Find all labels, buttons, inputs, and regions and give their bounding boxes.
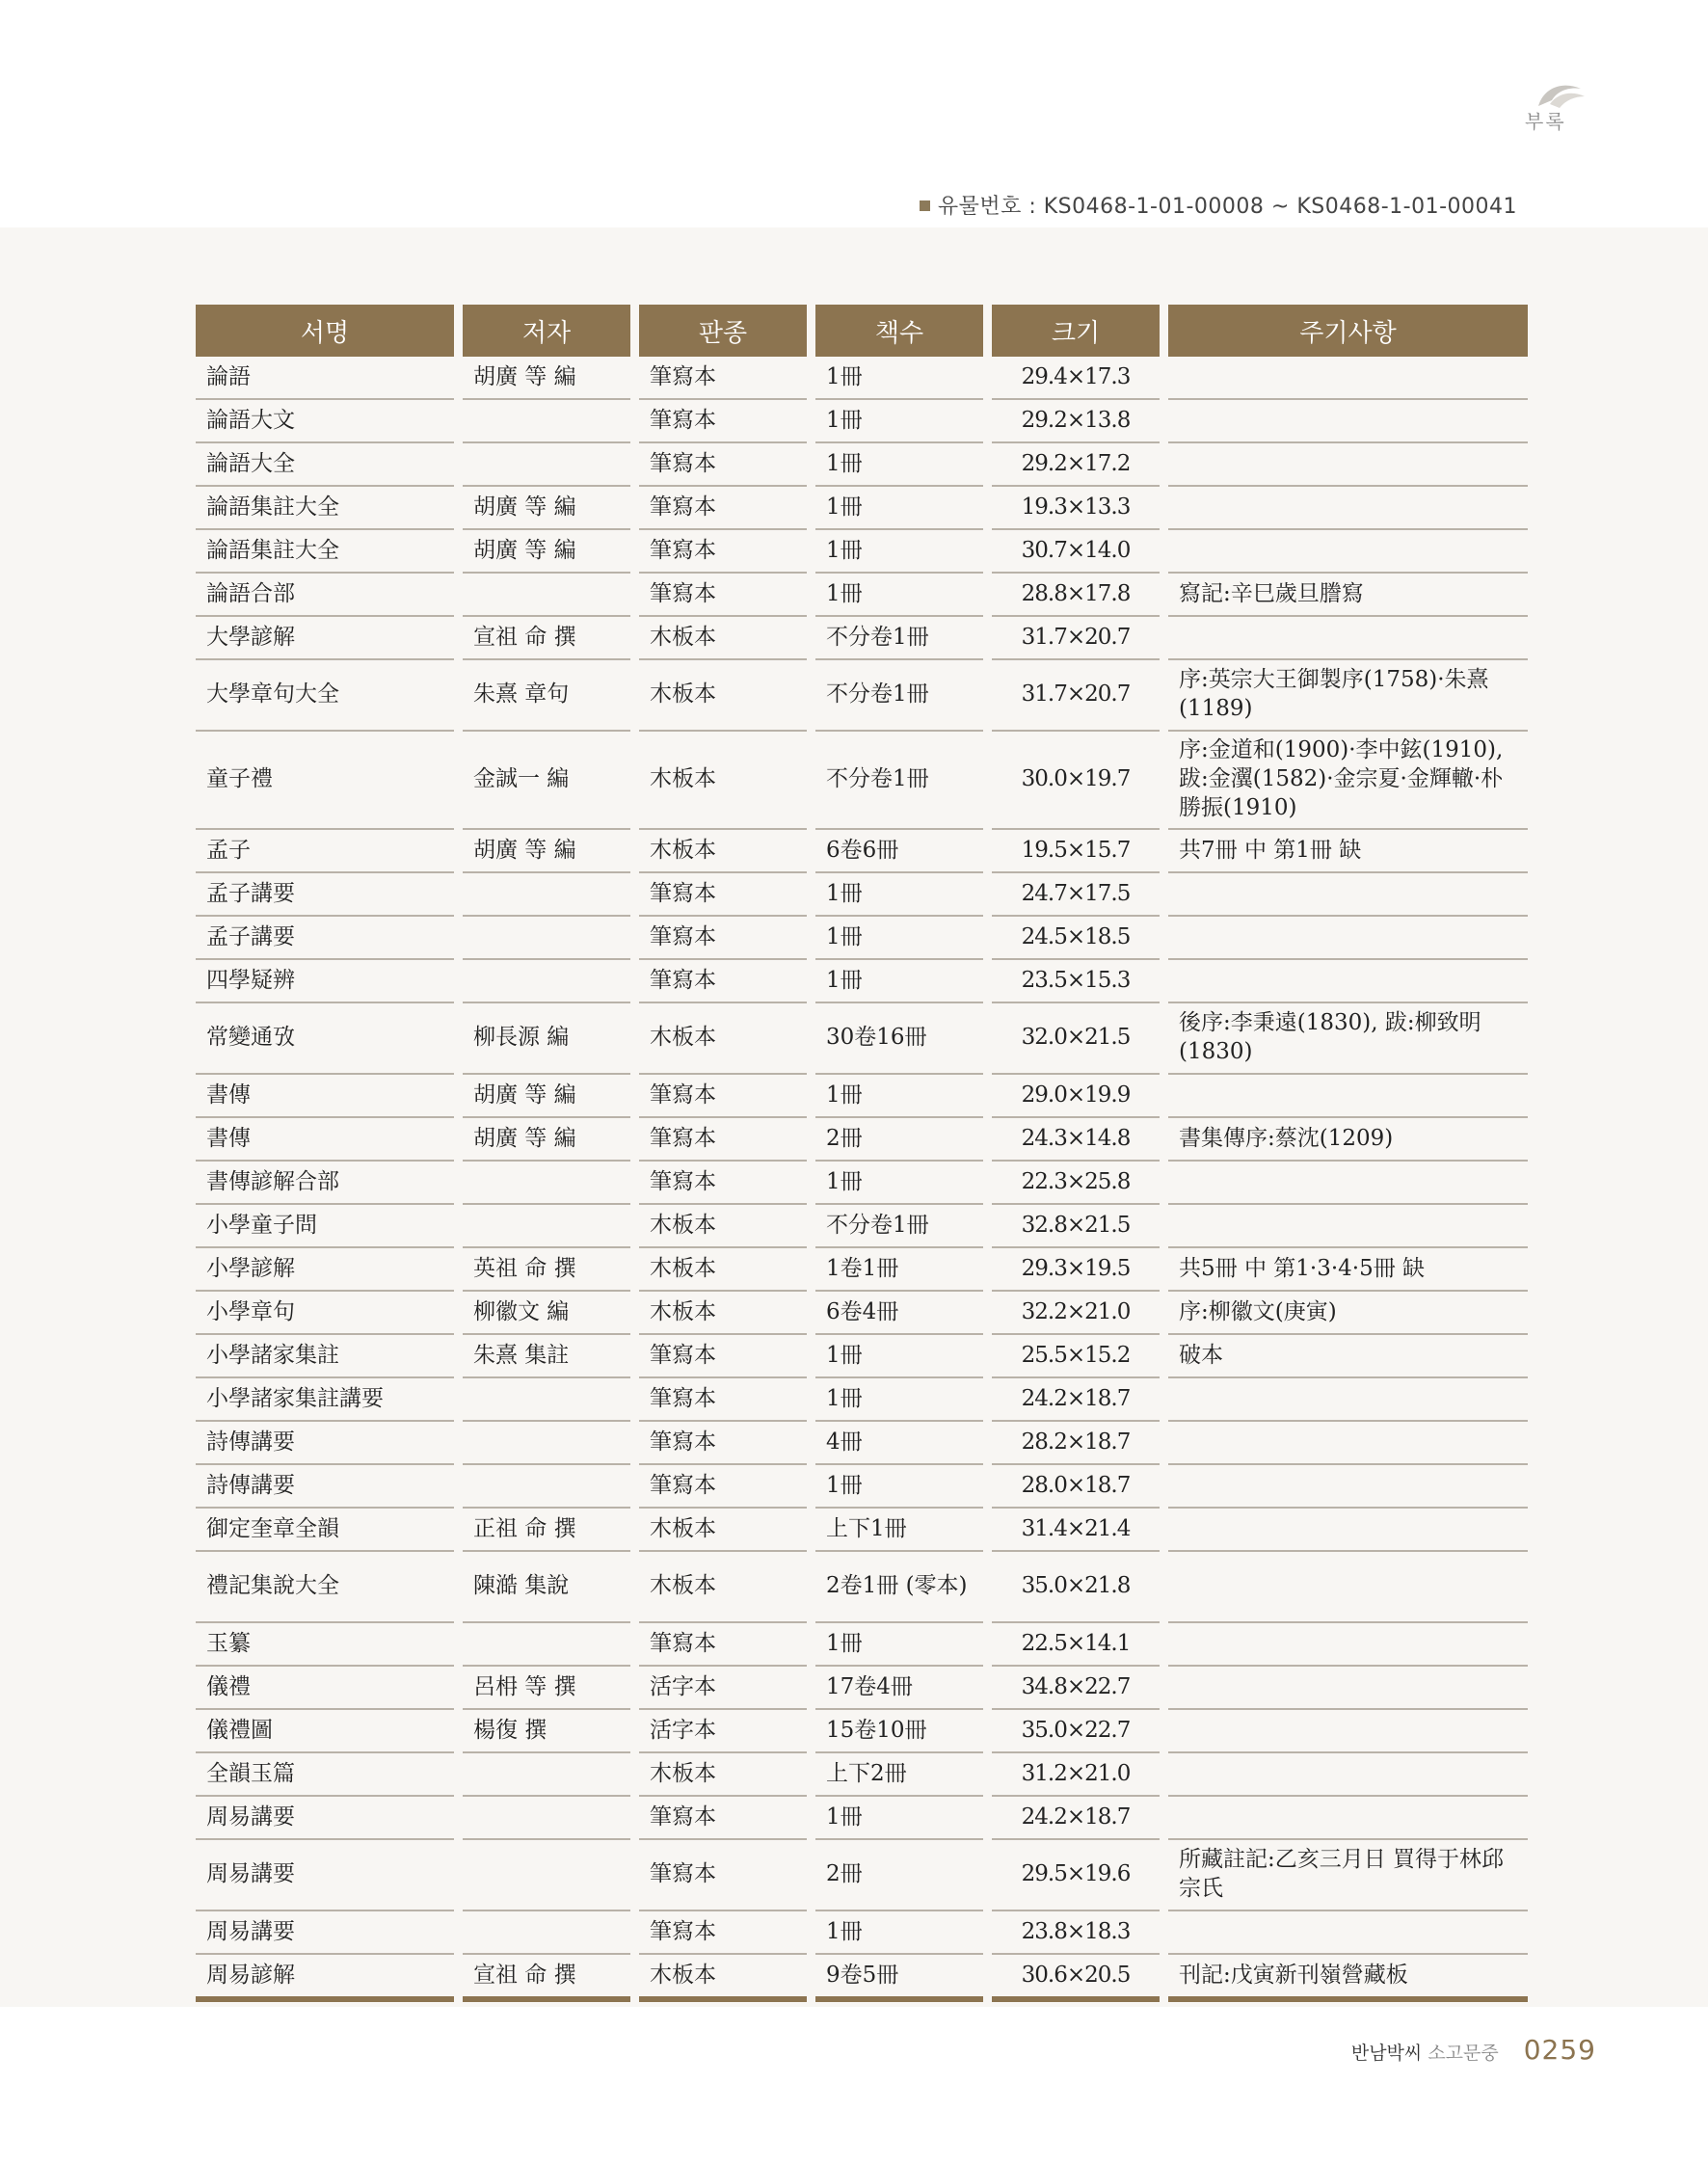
note-cell: 序:英宗大王御製序(1758)·朱熹(1189) bbox=[1168, 660, 1528, 732]
edition-type-cell: 筆寫本 bbox=[639, 1840, 807, 1911]
note-cell bbox=[1168, 1422, 1528, 1465]
edition-type-cell: 筆寫本 bbox=[639, 400, 807, 443]
edition-type-cell: 筆寫本 bbox=[639, 1075, 807, 1118]
note-cell bbox=[1168, 443, 1528, 487]
table-row bbox=[196, 1292, 1528, 1335]
book-title-cell: 四學疑辨 bbox=[196, 960, 454, 1003]
table-row bbox=[196, 960, 1528, 1003]
edition-type-cell: 活字本 bbox=[639, 1710, 807, 1753]
size-cell: 24.2×18.7 bbox=[992, 1378, 1160, 1422]
note-cell bbox=[1168, 1465, 1528, 1509]
table-row bbox=[196, 357, 1528, 400]
edition-type-cell: 筆寫本 bbox=[639, 574, 807, 617]
book-title-cell: 童子禮 bbox=[196, 732, 454, 830]
book-title-cell: 小學章句 bbox=[196, 1292, 454, 1335]
size-cell: 28.0×18.7 bbox=[992, 1465, 1160, 1509]
edition-type-cell: 木板本 bbox=[639, 1753, 807, 1797]
table-row bbox=[196, 830, 1528, 873]
size-cell: 31.4×21.4 bbox=[992, 1509, 1160, 1552]
book-title-cell: 儀禮圖 bbox=[196, 1710, 454, 1753]
author-cell bbox=[463, 1465, 630, 1509]
note-cell: 序:柳徽文(庚寅) bbox=[1168, 1292, 1528, 1335]
book-title-cell: 論語大全 bbox=[196, 443, 454, 487]
book-title-cell: 論語大文 bbox=[196, 400, 454, 443]
book-title-cell: 小學諸家集註 bbox=[196, 1335, 454, 1378]
book-title-cell: 周易講要 bbox=[196, 1840, 454, 1911]
note-cell bbox=[1168, 1911, 1528, 1955]
book-title-cell: 儀禮 bbox=[196, 1667, 454, 1710]
size-cell: 22.3×25.8 bbox=[992, 1162, 1160, 1205]
volume-count-cell: 1冊 bbox=[815, 873, 983, 917]
note-cell bbox=[1168, 1509, 1528, 1552]
table-row bbox=[196, 1840, 1528, 1911]
size-cell: 29.3×19.5 bbox=[992, 1248, 1160, 1292]
edition-type-cell: 筆寫本 bbox=[639, 1422, 807, 1465]
note-cell bbox=[1168, 1623, 1528, 1667]
volume-count-cell: 1冊 bbox=[815, 1797, 983, 1840]
volume-count-cell: 1冊 bbox=[815, 1911, 983, 1955]
volume-count-cell: 不分卷1冊 bbox=[815, 732, 983, 830]
volume-count-cell: 4冊 bbox=[815, 1422, 983, 1465]
size-cell: 28.2×18.7 bbox=[992, 1422, 1160, 1465]
volume-count-cell: 1冊 bbox=[815, 530, 983, 574]
table-row bbox=[196, 1955, 1528, 2002]
book-title-cell: 小學童子問 bbox=[196, 1205, 454, 1248]
note-cell bbox=[1168, 400, 1528, 443]
author-cell bbox=[463, 1378, 630, 1422]
size-cell: 32.8×21.5 bbox=[992, 1205, 1160, 1248]
author-cell bbox=[463, 400, 630, 443]
volume-count-cell: 30卷16冊 bbox=[815, 1003, 983, 1075]
table-row bbox=[196, 1205, 1528, 1248]
table-row bbox=[196, 1753, 1528, 1797]
book-title-cell: 小學諺解 bbox=[196, 1248, 454, 1292]
book-title-cell: 常變通攷 bbox=[196, 1003, 454, 1075]
note-cell bbox=[1168, 530, 1528, 574]
note-cell: 書集傳序:蔡沈(1209) bbox=[1168, 1118, 1528, 1162]
volume-count-cell: 不分卷1冊 bbox=[815, 660, 983, 732]
page-footer bbox=[1351, 2034, 1596, 2066]
book-title-cell: 御定奎章全韻 bbox=[196, 1509, 454, 1552]
size-cell: 29.5×19.6 bbox=[992, 1840, 1160, 1911]
author-cell: 胡廣 等 編 bbox=[463, 530, 630, 574]
table-row bbox=[196, 617, 1528, 660]
book-title-cell: 論語 bbox=[196, 357, 454, 400]
column-header: 크기 bbox=[992, 305, 1160, 357]
volume-count-cell: 15卷10冊 bbox=[815, 1710, 983, 1753]
edition-type-cell: 筆寫本 bbox=[639, 487, 807, 530]
author-cell: 胡廣 等 編 bbox=[463, 487, 630, 530]
artifact-id-text: 유물번호 : KS0468-1-01-00008 ~ KS0468-1-01-00041 bbox=[937, 195, 1517, 219]
volume-count-cell: 上下1冊 bbox=[815, 1509, 983, 1552]
author-cell bbox=[463, 1205, 630, 1248]
table-row bbox=[196, 1075, 1528, 1118]
table-row bbox=[196, 400, 1528, 443]
volume-count-cell: 9卷5冊 bbox=[815, 1955, 983, 2002]
note-cell: 序:金道和(1900)·李中鉉(1910), 跋:金瀷(1582)·金宗夏·金輝轍·朴勝振(1910) bbox=[1168, 732, 1528, 830]
size-cell: 30.7×14.0 bbox=[992, 530, 1160, 574]
edition-type-cell: 筆寫本 bbox=[639, 1911, 807, 1955]
volume-count-cell: 2卷1冊 (零本) bbox=[815, 1552, 983, 1623]
volume-count-cell: 不分卷1冊 bbox=[815, 617, 983, 660]
note-cell bbox=[1168, 1205, 1528, 1248]
table-row bbox=[196, 1162, 1528, 1205]
note-cell bbox=[1168, 1378, 1528, 1422]
book-title-cell: 周易講要 bbox=[196, 1911, 454, 1955]
volume-count-cell: 1卷1冊 bbox=[815, 1248, 983, 1292]
edition-type-cell: 木板本 bbox=[639, 1955, 807, 2002]
table-row bbox=[196, 873, 1528, 917]
artifact-id-range bbox=[920, 190, 1517, 220]
book-title-cell: 周易講要 bbox=[196, 1797, 454, 1840]
table-row bbox=[196, 1667, 1528, 1710]
edition-type-cell: 木板本 bbox=[639, 1248, 807, 1292]
book-title-cell: 書傳 bbox=[196, 1075, 454, 1118]
edition-type-cell: 木板本 bbox=[639, 1509, 807, 1552]
volume-count-cell: 1冊 bbox=[815, 960, 983, 1003]
edition-type-cell: 筆寫本 bbox=[639, 530, 807, 574]
volume-count-cell: 1冊 bbox=[815, 917, 983, 960]
table-row bbox=[196, 487, 1528, 530]
column-header: 저자 bbox=[463, 305, 630, 357]
table-row bbox=[196, 1623, 1528, 1667]
author-cell: 陳澔 集說 bbox=[463, 1552, 630, 1623]
book-title-cell: 詩傳講要 bbox=[196, 1422, 454, 1465]
edition-type-cell: 筆寫本 bbox=[639, 873, 807, 917]
author-cell: 朱熹 章句 bbox=[463, 660, 630, 732]
volume-count-cell: 6卷4冊 bbox=[815, 1292, 983, 1335]
edition-type-cell: 筆寫本 bbox=[639, 1162, 807, 1205]
note-cell: 刊記:戊寅新刊嶺營藏板 bbox=[1168, 1955, 1528, 2002]
book-title-cell: 孟子講要 bbox=[196, 873, 454, 917]
author-cell: 胡廣 等 編 bbox=[463, 357, 630, 400]
volume-count-cell: 1冊 bbox=[815, 1335, 983, 1378]
volume-count-cell: 1冊 bbox=[815, 443, 983, 487]
note-cell bbox=[1168, 487, 1528, 530]
note-cell: 寫記:辛巳歲旦謄寫 bbox=[1168, 574, 1528, 617]
table-row bbox=[196, 1509, 1528, 1552]
edition-type-cell: 筆寫本 bbox=[639, 1118, 807, 1162]
author-cell: 英祖 命 撰 bbox=[463, 1248, 630, 1292]
note-cell bbox=[1168, 917, 1528, 960]
edition-type-cell: 木板本 bbox=[639, 1292, 807, 1335]
author-cell bbox=[463, 1623, 630, 1667]
author-cell bbox=[463, 1162, 630, 1205]
author-cell bbox=[463, 1840, 630, 1911]
volume-count-cell: 6卷6冊 bbox=[815, 830, 983, 873]
edition-type-cell: 筆寫本 bbox=[639, 1623, 807, 1667]
edition-type-cell: 筆寫本 bbox=[639, 960, 807, 1003]
author-cell bbox=[463, 917, 630, 960]
table-header-row bbox=[196, 305, 1528, 357]
book-title-cell: 玉纂 bbox=[196, 1623, 454, 1667]
volume-count-cell: 2冊 bbox=[815, 1118, 983, 1162]
book-title-cell: 書傳 bbox=[196, 1118, 454, 1162]
footer-book-subtitle: 소고문중 bbox=[1428, 2043, 1499, 2064]
size-cell: 24.2×18.7 bbox=[992, 1797, 1160, 1840]
table-row bbox=[196, 530, 1528, 574]
volume-count-cell: 1冊 bbox=[815, 1162, 983, 1205]
table-row bbox=[196, 1003, 1528, 1075]
table-row bbox=[196, 574, 1528, 617]
size-cell: 32.0×21.5 bbox=[992, 1003, 1160, 1075]
note-cell: 後序:李秉遠(1830), 跋:柳致明(1830) bbox=[1168, 1003, 1528, 1075]
author-cell: 金誠一 編 bbox=[463, 732, 630, 830]
size-cell: 31.7×20.7 bbox=[992, 660, 1160, 732]
size-cell: 31.7×20.7 bbox=[992, 617, 1160, 660]
column-header: 주기사항 bbox=[1168, 305, 1528, 357]
volume-count-cell: 1冊 bbox=[815, 357, 983, 400]
size-cell: 34.8×22.7 bbox=[992, 1667, 1160, 1710]
catalog-table bbox=[187, 305, 1536, 2002]
table-row bbox=[196, 1378, 1528, 1422]
footer-book-title bbox=[1351, 2039, 1499, 2065]
author-cell: 楊復 撰 bbox=[463, 1710, 630, 1753]
book-title-cell: 論語集註大全 bbox=[196, 530, 454, 574]
edition-type-cell: 木板本 bbox=[639, 1552, 807, 1623]
edition-type-cell: 活字本 bbox=[639, 1667, 807, 1710]
book-title-cell: 禮記集說大全 bbox=[196, 1552, 454, 1623]
size-cell: 24.3×14.8 bbox=[992, 1118, 1160, 1162]
note-cell bbox=[1168, 960, 1528, 1003]
table-row bbox=[196, 1118, 1528, 1162]
volume-count-cell: 不分卷1冊 bbox=[815, 1205, 983, 1248]
size-cell: 22.5×14.1 bbox=[992, 1623, 1160, 1667]
volume-count-cell: 1冊 bbox=[815, 400, 983, 443]
volume-count-cell: 1冊 bbox=[815, 487, 983, 530]
table-row bbox=[196, 1335, 1528, 1378]
edition-type-cell: 木板本 bbox=[639, 1003, 807, 1075]
size-cell: 19.5×15.7 bbox=[992, 830, 1160, 873]
note-cell bbox=[1168, 1552, 1528, 1623]
note-cell bbox=[1168, 1797, 1528, 1840]
note-cell bbox=[1168, 1753, 1528, 1797]
edition-type-cell: 木板本 bbox=[639, 830, 807, 873]
book-title-cell: 大學諺解 bbox=[196, 617, 454, 660]
table-row bbox=[196, 1422, 1528, 1465]
column-header: 판종 bbox=[639, 305, 807, 357]
volume-count-cell: 1冊 bbox=[815, 1378, 983, 1422]
book-title-cell: 孟子講要 bbox=[196, 917, 454, 960]
note-cell bbox=[1168, 1075, 1528, 1118]
author-cell bbox=[463, 873, 630, 917]
size-cell: 30.0×19.7 bbox=[992, 732, 1160, 830]
note-cell bbox=[1168, 617, 1528, 660]
note-cell bbox=[1168, 1162, 1528, 1205]
edition-type-cell: 筆寫本 bbox=[639, 1797, 807, 1840]
column-header: 서명 bbox=[196, 305, 454, 357]
page-number: 0259 bbox=[1523, 2034, 1596, 2066]
footer-book-name: 반남박씨 bbox=[1350, 2043, 1423, 2064]
note-cell: 共7冊 中 第1冊 缺 bbox=[1168, 830, 1528, 873]
volume-count-cell: 上下2冊 bbox=[815, 1753, 983, 1797]
volume-count-cell: 1冊 bbox=[815, 1075, 983, 1118]
author-cell bbox=[463, 960, 630, 1003]
book-title-cell: 全韻玉篇 bbox=[196, 1753, 454, 1797]
note-cell bbox=[1168, 1710, 1528, 1753]
book-title-cell: 小學諸家集註講要 bbox=[196, 1378, 454, 1422]
author-cell: 胡廣 等 編 bbox=[463, 1118, 630, 1162]
table-row bbox=[196, 1465, 1528, 1509]
edition-type-cell: 筆寫本 bbox=[639, 1335, 807, 1378]
note-cell: 破本 bbox=[1168, 1335, 1528, 1378]
author-cell bbox=[463, 1753, 630, 1797]
edition-type-cell: 筆寫本 bbox=[639, 1378, 807, 1422]
volume-count-cell: 1冊 bbox=[815, 1465, 983, 1509]
edition-type-cell: 筆寫本 bbox=[639, 1465, 807, 1509]
table-row bbox=[196, 1710, 1528, 1753]
edition-type-cell: 木板本 bbox=[639, 732, 807, 830]
author-cell bbox=[463, 574, 630, 617]
size-cell: 32.2×21.0 bbox=[992, 1292, 1160, 1335]
author-cell bbox=[463, 1911, 630, 1955]
book-title-cell: 論語集註大全 bbox=[196, 487, 454, 530]
author-cell bbox=[463, 1797, 630, 1840]
author-cell: 朱熹 集註 bbox=[463, 1335, 630, 1378]
author-cell: 正祖 命 撰 bbox=[463, 1509, 630, 1552]
book-title-cell: 詩傳講要 bbox=[196, 1465, 454, 1509]
author-cell: 柳徽文 編 bbox=[463, 1292, 630, 1335]
size-cell: 23.8×18.3 bbox=[992, 1911, 1160, 1955]
size-cell: 29.0×19.9 bbox=[992, 1075, 1160, 1118]
column-header: 책수 bbox=[815, 305, 983, 357]
size-cell: 28.8×17.8 bbox=[992, 574, 1160, 617]
size-cell: 29.2×17.2 bbox=[992, 443, 1160, 487]
edition-type-cell: 筆寫本 bbox=[639, 443, 807, 487]
table-row bbox=[196, 660, 1528, 732]
size-cell: 23.5×15.3 bbox=[992, 960, 1160, 1003]
author-cell: 柳長源 編 bbox=[463, 1003, 630, 1075]
table-row bbox=[196, 1911, 1528, 1955]
book-title-cell: 周易諺解 bbox=[196, 1955, 454, 2002]
note-cell bbox=[1168, 357, 1528, 400]
size-cell: 35.0×21.8 bbox=[992, 1552, 1160, 1623]
book-title-cell: 論語合部 bbox=[196, 574, 454, 617]
author-cell bbox=[463, 1422, 630, 1465]
author-cell: 胡廣 等 編 bbox=[463, 1075, 630, 1118]
section-label: 부록 bbox=[1525, 110, 1566, 133]
note-cell: 所藏註記:乙亥三月日 買得于林邱宗氏 bbox=[1168, 1840, 1528, 1911]
author-cell bbox=[463, 443, 630, 487]
note-cell: 共5冊 中 第1·3·4·5冊 缺 bbox=[1168, 1248, 1528, 1292]
size-cell: 31.2×21.0 bbox=[992, 1753, 1160, 1797]
square-bullet-icon bbox=[920, 200, 930, 211]
book-title-cell: 書傳諺解合部 bbox=[196, 1162, 454, 1205]
volume-count-cell: 17卷4冊 bbox=[815, 1667, 983, 1710]
size-cell: 19.3×13.3 bbox=[992, 487, 1160, 530]
size-cell: 35.0×22.7 bbox=[992, 1710, 1160, 1753]
table-body bbox=[196, 357, 1528, 2002]
note-cell bbox=[1168, 873, 1528, 917]
table-row bbox=[196, 917, 1528, 960]
author-cell: 胡廣 等 編 bbox=[463, 830, 630, 873]
size-cell: 29.2×13.8 bbox=[992, 400, 1160, 443]
book-title-cell: 大學章句大全 bbox=[196, 660, 454, 732]
author-cell: 宣祖 命 撰 bbox=[463, 617, 630, 660]
table-row bbox=[196, 1797, 1528, 1840]
table-row bbox=[196, 732, 1528, 830]
note-cell bbox=[1168, 1667, 1528, 1710]
size-cell: 30.6×20.5 bbox=[992, 1955, 1160, 2002]
volume-count-cell: 1冊 bbox=[815, 574, 983, 617]
size-cell: 29.4×17.3 bbox=[992, 357, 1160, 400]
edition-type-cell: 筆寫本 bbox=[639, 917, 807, 960]
author-cell: 呂枏 等 撰 bbox=[463, 1667, 630, 1710]
table-row bbox=[196, 443, 1528, 487]
size-cell: 25.5×15.2 bbox=[992, 1335, 1160, 1378]
table-row bbox=[196, 1248, 1528, 1292]
book-title-cell: 孟子 bbox=[196, 830, 454, 873]
edition-type-cell: 木板本 bbox=[639, 1205, 807, 1248]
author-cell: 宣祖 命 撰 bbox=[463, 1955, 630, 2002]
table-row bbox=[196, 1552, 1528, 1623]
size-cell: 24.5×18.5 bbox=[992, 917, 1160, 960]
volume-count-cell: 2冊 bbox=[815, 1840, 983, 1911]
edition-type-cell: 筆寫本 bbox=[639, 357, 807, 400]
volume-count-cell: 1冊 bbox=[815, 1623, 983, 1667]
edition-type-cell: 木板本 bbox=[639, 660, 807, 732]
size-cell: 24.7×17.5 bbox=[992, 873, 1160, 917]
edition-type-cell: 木板本 bbox=[639, 617, 807, 660]
